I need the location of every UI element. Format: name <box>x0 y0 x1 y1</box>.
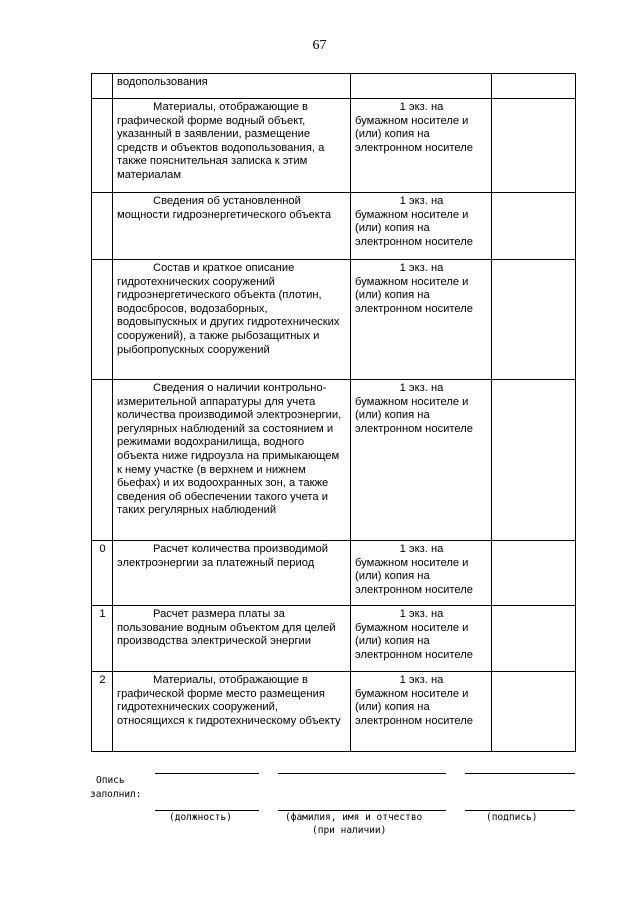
document-description: Материалы, отображающие в графической форме место размещения гидротехнических сооружений, относящихся к гидротехническому объекту <box>113 672 351 752</box>
quantity-line: бумажном носителе и <box>355 556 469 569</box>
row-number: 2 <box>92 672 113 752</box>
document-description: Материалы, отображающие в графической форме водный объект, указанный в заявлении, размещение средств и объектов водопользования, а также пояснительная записка к этим материалам <box>113 99 351 193</box>
signature-line <box>465 810 575 811</box>
quantity-line: электронном носителе <box>355 302 474 315</box>
row-number: 0 <box>92 541 113 606</box>
name-line <box>278 810 446 811</box>
quantity-line: бумажном носителе и <box>355 114 469 127</box>
quantity-line: 1 экз. на <box>399 608 444 620</box>
quantity-line: 1 экз. на <box>399 382 444 394</box>
document-description: Расчет размера платы за пользование водным объектом для целей производства электрической энергии <box>113 606 351 672</box>
name-line-top <box>278 773 446 774</box>
quantity-line: электронном носителе <box>355 714 474 727</box>
quantity-line: 1 экз. на <box>399 195 444 207</box>
quantity-line: электронном носителе <box>355 422 474 435</box>
quantity-line: бумажном носителе и <box>355 621 469 634</box>
quantity-line: (или) копия на <box>355 701 430 714</box>
document-description: Сведения об установленной мощности гидроэнергетического объекта <box>113 193 351 260</box>
position-line <box>155 810 259 811</box>
quantity-line: 1 экз. на <box>399 543 444 555</box>
quantity-line: (или) копия на <box>355 570 430 583</box>
quantity-line: бумажном носителе и <box>355 687 469 700</box>
name-caption-note: (при наличии) <box>312 825 387 836</box>
footer-label-line2: заполнил: <box>90 789 142 800</box>
document-description: водопользования <box>113 74 351 99</box>
quantity-line: (или) копия на <box>355 635 430 648</box>
position-line-top <box>155 773 259 774</box>
position-caption: (должность) <box>169 812 232 823</box>
signature-caption: (подпись) <box>486 812 538 823</box>
quantity-line: (или) копия на <box>355 409 430 422</box>
quantity-line: (или) копия на <box>355 222 430 235</box>
quantity-line: электронном носителе <box>355 583 474 596</box>
quantity-line: 1 экз. на <box>399 101 444 113</box>
document-description: Расчет количества производимой электроэнергии за платежный период <box>113 541 351 606</box>
quantity-line: (или) копия на <box>355 128 430 141</box>
quantity-line: электронном носителе <box>355 141 474 154</box>
quantity-line: бумажном носителе и <box>355 275 469 288</box>
page-number: 67 <box>312 38 327 53</box>
quantity-line: 1 экз. на <box>399 674 444 686</box>
quantity-line: бумажном носителе и <box>355 208 469 221</box>
document-description: Состав и краткое описание гидротехнических сооружений гидроэнергетического объекта (плотин, водосбросов, водозаборных, водовыпускных и других гидротехнических сооружений), а также рыбозащитных и рыбопропускных сооружений <box>113 260 351 380</box>
signature-line-top <box>465 773 575 774</box>
footer-label-line1: Опись <box>96 775 125 786</box>
document-description: Сведения о наличии контрольно-измерительной аппаратуры для учета количества производимой электроэнергии, регулярных наблюдений за состоянием и режимами водохранилища, водного объекта ниже гидроузла на примыкающем к нему участке (в верхнем и нижнем бьефах) и их водоохранных зон, а также сведения об обеспечении такого учета и таких регулярных наблюдений <box>113 380 351 541</box>
quantity-line: (или) копия на <box>355 289 430 302</box>
quantity-line: 1 экз. на <box>399 262 444 274</box>
name-caption: (фамилия, имя и отчество <box>285 812 423 823</box>
quantity-line: электронном носителе <box>355 648 474 661</box>
quantity-line: бумажном носителе и <box>355 395 469 408</box>
row-number: 1 <box>92 606 113 672</box>
quantity-line: электронном носителе <box>355 235 474 248</box>
